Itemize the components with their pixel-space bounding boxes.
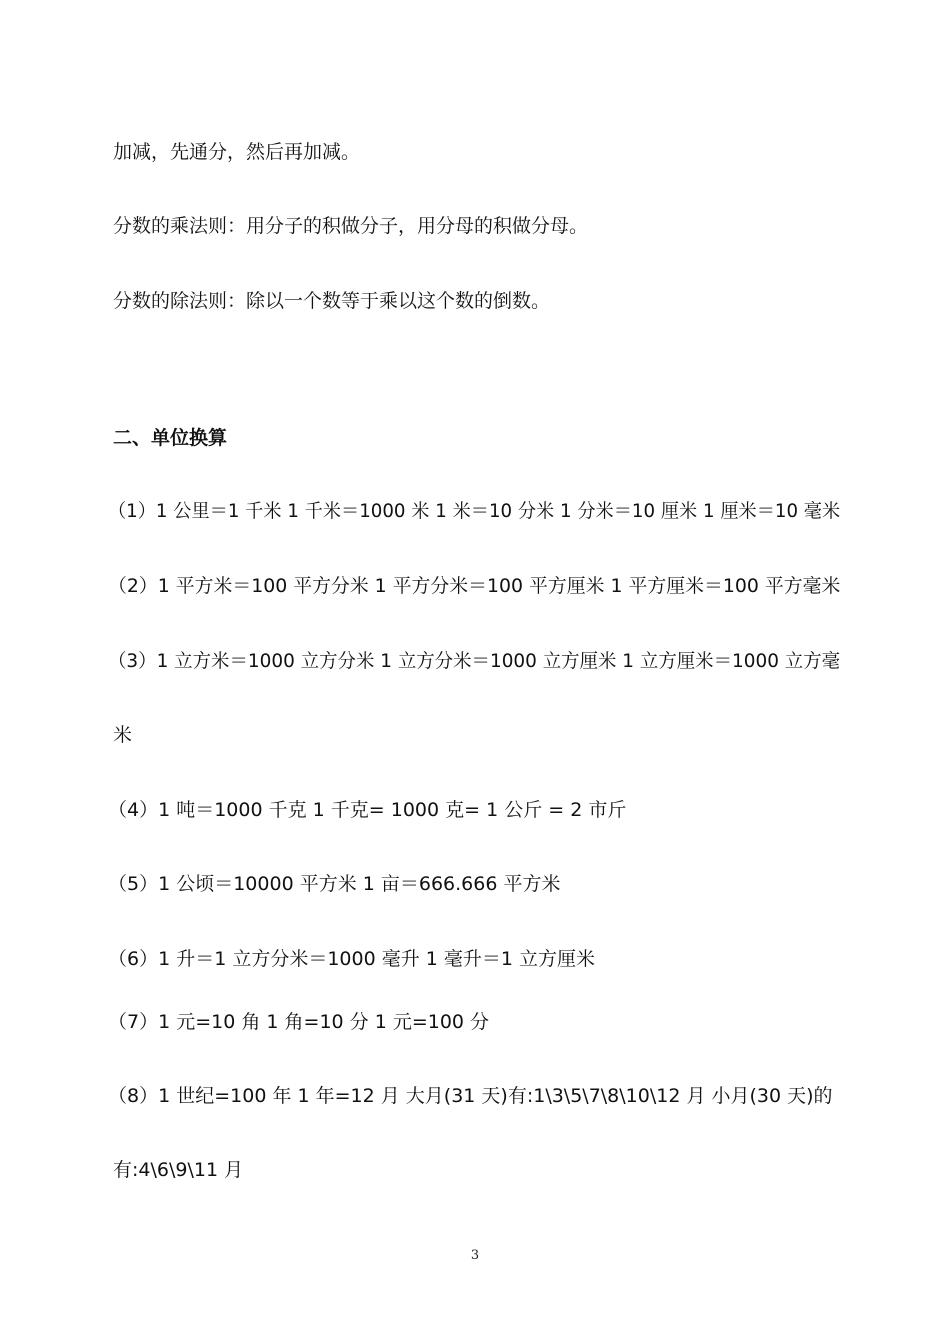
unit-item-volume: （3）1 立方米＝1000 立方分米 1 立方分米＝1000 立方厘米 1 立方厘米＝1000 立方毫 [108,650,841,672]
unit-item-capacity: （6）1 升＝1 立方分米＝1000 毫升 1 毫升＝1 立方厘米 [108,948,596,970]
unit-item-volume-continued: 米 [113,724,133,746]
unit-item-currency: （7）1 元=10 角 1 角=10 分 1 元=100 分 [108,1011,490,1033]
unit-item-length: （1）1 公里＝1 千米 1 千米＝1000 米 1 米＝10 分米 1 分米＝10 厘米 1 厘米＝10 毫米 [108,500,841,522]
unit-item-time: （8）1 世纪=100 年 1 年=12 月 大月(31 天)有:1\3\5\7\8\10\12 月 小月(30 天)的 [108,1085,833,1107]
paragraph-fraction-multiplication: 分数的乘法则：用分子的积做分子，用分母的积做分母。 [113,215,589,237]
section-heading: 二、单位换算 [113,427,228,449]
unit-item-weight: （4）1 吨＝1000 千克 1 千克= 1000 克= 1 公斤 = 2 市斤 [108,799,627,821]
paragraph-fraction-add-subtract: 加减，先通分，然后再加减。 [113,141,361,163]
page-number: 3 [470,1248,480,1263]
unit-item-land-area: （5）1 公顷＝10000 平方米 1 亩＝666.666 平方米 [108,873,561,895]
unit-item-time-continued: 有:4\6\9\11 月 [113,1159,244,1181]
paragraph-fraction-division: 分数的除法则：除以一个数等于乘以这个数的倒数。 [113,290,551,312]
unit-item-area: （2）1 平方米＝100 平方分米 1 平方分米＝100 平方厘米 1 平方厘米＝100 平方毫米 [108,575,841,597]
